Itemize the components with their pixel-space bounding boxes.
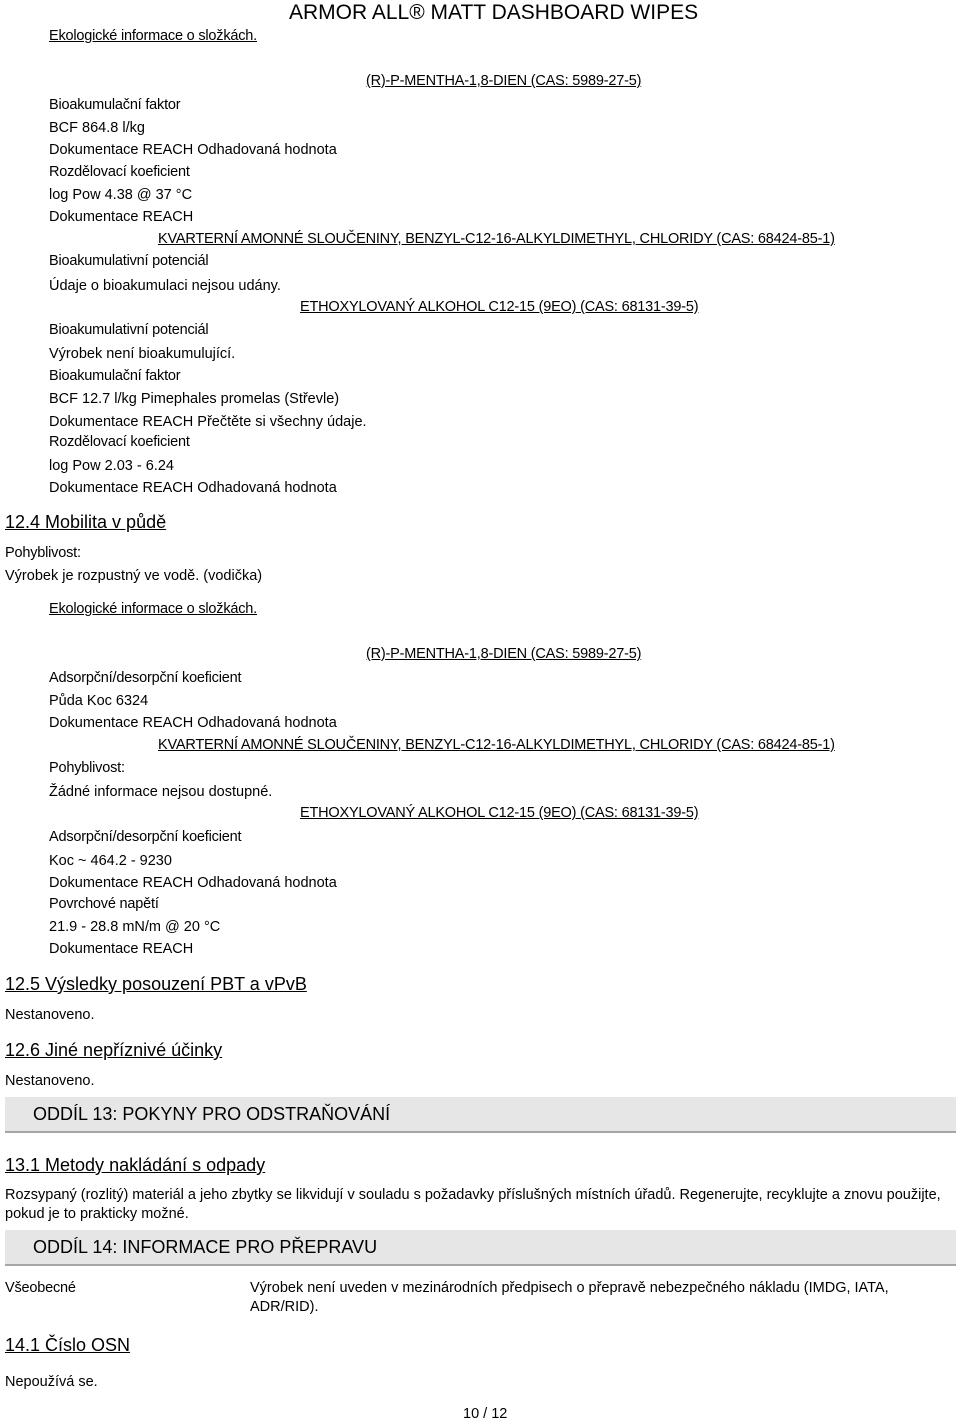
field-label: Pohyblivost: <box>5 545 81 561</box>
field-value: Výrobek není bioakumulující. <box>49 346 236 362</box>
field-value: log Pow 4.38 @ 37 °C <box>49 187 193 203</box>
field-value: Koc ~ 464.2 - 9230 <box>49 853 172 869</box>
section-heading-13-1: 13.1 Metody nakládání s odpady <box>5 1155 266 1175</box>
section-title-14: ODDÍL 14: INFORMACE PRO PŘEPRAVU <box>33 1237 378 1257</box>
field-label: Povrchové napětí <box>49 896 159 912</box>
field-label: Adsorpční/desorpční koeficient <box>49 670 242 686</box>
page-number: 10 / 12 <box>463 1406 508 1422</box>
section-heading-12-4: 12.4 Mobilita v půdě <box>5 512 167 532</box>
field-source: Dokumentace REACH Odhadovaná hodnota <box>49 715 337 731</box>
transport-general-text: Výrobek není uveden v mezinárodních předpisech o přepravě nebezpečného nákladu (IMDG, IATA, ADR/RID). <box>250 1280 889 1315</box>
waste-methods-text: Rozsypaný (rozlitý) materiál a jeho zbytky se likvidují v souladu s požadavky příslušných místních úřadů. Regenerujte, recyklujte a znovu použijte, pokud je to prakticky možné. <box>5 1187 941 1222</box>
field-value: Výrobek je rozpustný ve vodě. (vodička) <box>5 568 263 584</box>
component-name: ETHOXYLOVANÝ ALKOHOL C12-15 (9EO) (CAS: 68131-39-5) <box>300 299 699 315</box>
field-source: Dokumentace REACH Odhadovaná hodnota <box>49 875 337 891</box>
eco-info-link: Ekologické informace o složkách. <box>49 601 257 617</box>
component-name: KVARTERNÍ AMONNÉ SLOUČENINY, BENZYL-C12-16-ALKYLDIMETHYL, CHLORIDY (CAS: 68424-85-1) <box>158 737 835 753</box>
field-source: Dokumentace REACH Přečtěte si všechny údaje. <box>49 414 367 430</box>
field-label: Rozdělovací koeficient <box>49 434 190 450</box>
field-label: Bioakumulativní potenciál <box>49 322 209 338</box>
field-source: Dokumentace REACH <box>49 941 194 957</box>
field-label: Bioakumulační faktor <box>49 368 181 384</box>
field-value: Nepoužívá se. <box>5 1374 98 1390</box>
section-heading-14-1: 14.1 Číslo OSN <box>5 1335 131 1355</box>
field-label: Adsorpční/desorpční koeficient <box>49 829 242 845</box>
section-heading-12-6: 12.6 Jiné nepříznivé účinky <box>5 1040 223 1060</box>
field-value: Nestanoveno. <box>5 1073 95 1089</box>
field-label: Všeobecné <box>5 1280 76 1296</box>
section-heading-12-5: 12.5 Výsledky posouzení PBT a vPvB <box>5 974 307 994</box>
field-value: Nestanoveno. <box>5 1007 95 1023</box>
component-name: (R)-P-MENTHA-1,8-DIEN (CAS: 5989-27-5) <box>366 73 642 89</box>
field-label: Bioakumulativní potenciál <box>49 253 209 269</box>
component-name: ETHOXYLOVANÝ ALKOHOL C12-15 (9EO) (CAS: 68131-39-5) <box>300 805 699 821</box>
field-value: 21.9 - 28.8 mN/m @ 20 °C <box>49 919 221 935</box>
field-value: log Pow 2.03 - 6.24 <box>49 458 174 474</box>
field-value: Půda Koc 6324 <box>49 693 149 709</box>
field-value: Žádné informace nejsou dostupné. <box>49 784 273 800</box>
component-name: (R)-P-MENTHA-1,8-DIEN (CAS: 5989-27-5) <box>366 646 642 662</box>
component-name: KVARTERNÍ AMONNÉ SLOUČENINY, BENZYL-C12-16-ALKYLDIMETHYL, CHLORIDY (CAS: 68424-85-1) <box>158 231 835 247</box>
section-title-13: ODDÍL 13: POKYNY PRO ODSTRAŇOVÁNÍ <box>33 1104 391 1124</box>
section-band-14 <box>5 1230 956 1266</box>
field-value: BCF 864.8 l/kg <box>49 120 145 136</box>
field-value: BCF 12.7 l/kg Pimephales promelas (Střevle) <box>49 391 340 407</box>
eco-info-link: Ekologické informace o složkách. <box>49 28 257 44</box>
section-band-13 <box>5 1097 956 1133</box>
field-label: Bioakumulační faktor <box>49 97 181 113</box>
field-source: Dokumentace REACH <box>49 209 194 225</box>
field-source: Dokumentace REACH Odhadovaná hodnota <box>49 480 337 496</box>
document-title: ARMOR ALL® MATT DASHBOARD WIPES <box>289 1 699 24</box>
field-source: Dokumentace REACH Odhadovaná hodnota <box>49 142 337 158</box>
field-value: Údaje o bioakumulaci nejsou udány. <box>49 278 281 294</box>
field-label: Pohyblivost: <box>49 760 125 776</box>
field-label: Rozdělovací koeficient <box>49 164 190 180</box>
